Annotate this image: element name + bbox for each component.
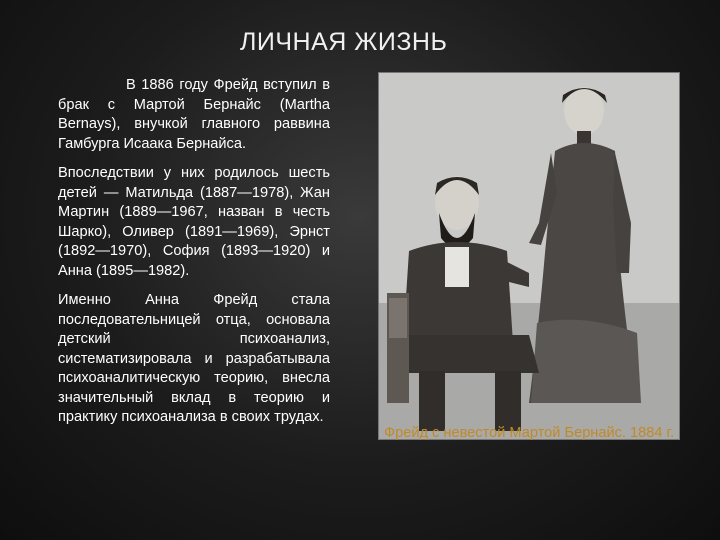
photo-illustration	[379, 73, 679, 439]
slide-title: ЛИЧНАЯ ЖИЗНЬ	[240, 28, 448, 56]
body-text	[58, 76, 330, 438]
historical-photo	[378, 72, 680, 440]
paragraph-marriage: В 1886 году Фрейд вступил в брак с Мартой Бернайс (Martha Bernays), внучкой главного раввина Гамбурга Исаака Бернайса.	[58, 77, 330, 152]
paragraph-anna: Именно Анна Фрейд стала последовательницей отца, основала детский психоанализ, систематизировала и разрабатывала психоаналитическую теорию, внесла значительный вклад в теорию и практику психоанализа в своих трудах.	[58, 292, 330, 425]
photo-caption: Фрейд с невестой Мартой Бернайс. 1884 г.	[384, 425, 675, 441]
paragraph-children: Впоследствии у них родилось шесть детей — Матильда (1887—1978), Жан Мартин (1889—1967, назван в честь Шарко), Оливер (1891—1969), Эрнст (1892—1970), София (1893—1920) и Анна (1895—1982).	[58, 165, 330, 279]
